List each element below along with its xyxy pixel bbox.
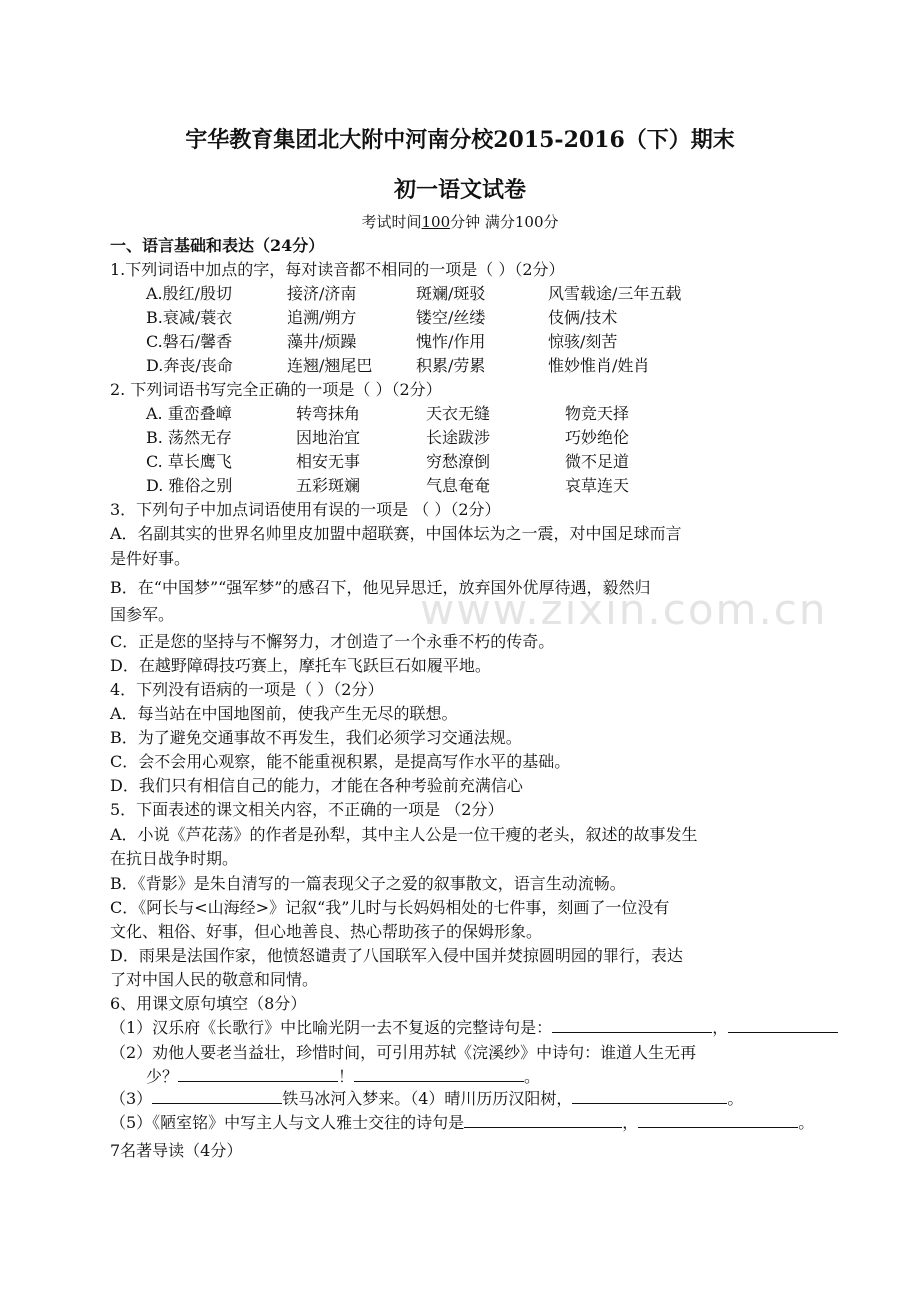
q2-c-2: 相安无事	[296, 452, 361, 471]
q1-c-3: 愧怍/作用	[416, 332, 486, 351]
q1-b-4: 伎俩/技术	[548, 308, 618, 327]
q2-a-2: 转弯抹角	[296, 404, 361, 423]
q6-1-blank-1[interactable]	[552, 1018, 712, 1033]
q2-d-1: D. 雅俗之别	[146, 476, 233, 495]
q2-b-1: B. 荡然无存	[146, 428, 232, 447]
q6-5-blank-1[interactable]	[464, 1113, 622, 1128]
q4-stem: 4．下列没有语病的一项是（ ）（2分）	[110, 680, 384, 699]
q6-2-sep: ！	[338, 1067, 355, 1086]
q1-b-1: B.衰减/蓑衣	[146, 308, 233, 327]
q6-2-blank-1[interactable]	[178, 1067, 338, 1082]
q1-d-4: 惟妙惟肖/姓肖	[548, 356, 650, 375]
q1-d-2: 连翘/翘尾巴	[287, 356, 373, 375]
q1-b-3: 镂空/丝缕	[416, 308, 486, 327]
q6-line-1	[110, 1018, 838, 1038]
q3-option-a-cont: 是件好事。	[110, 549, 191, 568]
q1-d-1: D.奔丧/丧命	[146, 356, 233, 375]
q1-a-2: 接济/济南	[287, 284, 357, 303]
q5-option-c: C．《阿长与<山海经>》记叙“我”儿时与长妈妈相处的七件事，刻画了一位没有	[110, 898, 670, 917]
q2-a-4: 物竞天择	[565, 404, 630, 423]
q5-stem: 5．下面表述的课文相关内容，不正确的一项是 （2分）	[110, 800, 504, 819]
q5-option-c-cont: 文化、粗俗、好事，但心地善良、热心帮助孩子的保姆形象。	[110, 922, 543, 941]
q4-option-a: A．每当站在中国地图前，使我产生无尽的联想。	[110, 704, 458, 723]
q4-option-b: B．为了避免交通事故不再发生，我们必须学习交通法规。	[110, 728, 522, 747]
q3-option-a: A．名副其实的世界名帅里皮加盟中超联赛，中国体坛为之一震，对中国足球而言	[110, 524, 682, 543]
q1-c-2: 藻井/烦躁	[287, 332, 357, 351]
q2-d-4: 哀草连天	[565, 476, 630, 495]
q2-a-3: 天衣无缝	[426, 404, 491, 423]
q1-stem: 1.下列词语中加点的字，每对读音都不相同的一项是（ ）（2分）	[110, 260, 565, 279]
q6-4-end: 。	[727, 1089, 744, 1108]
q6-2-end: 。	[524, 1067, 541, 1086]
q3-option-d: D．在越野障碍技巧赛上，摩托车飞跃巨石如履平地。	[110, 656, 491, 675]
exam-info: 考试时间100分钟 满分100分	[361, 213, 559, 231]
q2-b-3: 长途跋涉	[426, 428, 491, 447]
q2-b-4: 巧妙绝伦	[565, 428, 630, 447]
q5-option-d-cont: 了对中国人民的敬意和同情。	[110, 970, 319, 989]
q6-line-3	[110, 1089, 743, 1109]
q2-a-1: A. 重峦叠嶂	[146, 404, 232, 423]
exam-subtitle: 初一语文试卷	[393, 177, 526, 203]
q6-stem: 6、用课文原句填空（8分）	[110, 994, 307, 1013]
q4-option-d: D．我们只有相信自己的能力，才能在各种考验前充满信心	[110, 776, 523, 795]
watermark: www.zixin.com.cn	[420, 585, 828, 634]
q2-c-3: 穷愁潦倒	[426, 452, 491, 471]
q6-5-end: 。	[798, 1113, 815, 1132]
q1-a-1: A.殷红/殷切	[146, 284, 233, 303]
q6-line-5	[110, 1113, 814, 1133]
q6-2-prompt: 少？	[146, 1067, 179, 1086]
q7-stem: 7名著导读（4分）	[110, 1141, 243, 1160]
section-heading: 一、语言基础和表达（24分）	[110, 236, 325, 255]
q5-option-b: B．《背影》是朱自清写的一篇表现父子之爱的叙事散文，语言生动流畅。	[110, 874, 626, 893]
q2-d-3: 气息奄奄	[426, 476, 491, 495]
q1-a-4: 风雪载途/三年五载	[548, 284, 682, 303]
q2-c-4: 微不足道	[565, 452, 630, 471]
q3-option-b: B．在“中国梦”“强军梦”的感召下，他见异思迁，放弃国外优厚待遇，毅然归	[110, 578, 651, 597]
q6-1-prompt: （1）汉乐府《长歌行》中比喻光阴一去不复返的完整诗句是：	[110, 1018, 553, 1037]
q2-c-1: C. 草长鹰飞	[146, 452, 232, 471]
q6-line-2: （2）劝他人要老当益壮，珍惜时间，可引用苏轼《浣溪纱》中诗句：谁道人生无再	[110, 1043, 697, 1062]
q6-1-sep: ，	[712, 1018, 729, 1037]
q1-c-1: C.磐石/馨香	[146, 332, 233, 351]
q5-option-a-cont: 在抗日战争时期。	[110, 849, 239, 868]
q3-stem: 3．下列句子中加点词语使用有误的一项是 （ ）（2分）	[110, 500, 501, 519]
q2-stem: 2. 下列词语书写完全正确的一项是（ ）（2分）	[110, 380, 442, 399]
q6-5-prompt: （5）《陋室铭》中写主人与文人雅士交往的诗句是	[110, 1113, 465, 1132]
exam-title: 宇华教育集团北大附中河南分校2015-2016（下）期末	[185, 127, 735, 153]
q6-2-blank-2[interactable]	[354, 1067, 524, 1082]
q6-5-blank-2[interactable]	[638, 1113, 798, 1128]
q6-4-blank[interactable]	[572, 1089, 727, 1104]
q6-3-blank[interactable]	[152, 1089, 282, 1104]
q6-line-2-cont	[146, 1067, 540, 1087]
q3-option-b-cont: 国参军。	[110, 605, 175, 624]
q6-3-text: 铁马冰河入梦来。（4）晴川历历汉阳树，	[282, 1089, 573, 1108]
q1-a-3: 斑斓/斑驳	[416, 284, 486, 303]
q6-3-label: （3）	[110, 1089, 153, 1108]
q2-b-2: 因地治宜	[296, 428, 361, 447]
q6-1-blank-2[interactable]	[728, 1018, 838, 1033]
q3-option-c: C．正是您的坚持与不懈努力，才创造了一个永垂不朽的传奇。	[110, 632, 555, 651]
q5-option-a: A．小说《芦花荡》的作者是孙犁，其中主人公是一位干瘦的老头，叙述的故事发生	[110, 825, 698, 844]
q1-b-2: 追溯/朔方	[287, 308, 357, 327]
q1-c-4: 惊骇/刻苦	[548, 332, 618, 351]
q2-d-2: 五彩斑斓	[296, 476, 361, 495]
q4-option-c: C．会不会用心观察，能不能重视积累，是提高写作水平的基础。	[110, 752, 571, 771]
q5-option-d: D．雨果是法国作家，他愤怒谴责了八国联军入侵中国并焚掠圆明园的罪行，表达	[110, 946, 683, 965]
q1-d-3: 积累/劳累	[416, 356, 486, 375]
q6-5-sep: ，	[622, 1113, 639, 1132]
